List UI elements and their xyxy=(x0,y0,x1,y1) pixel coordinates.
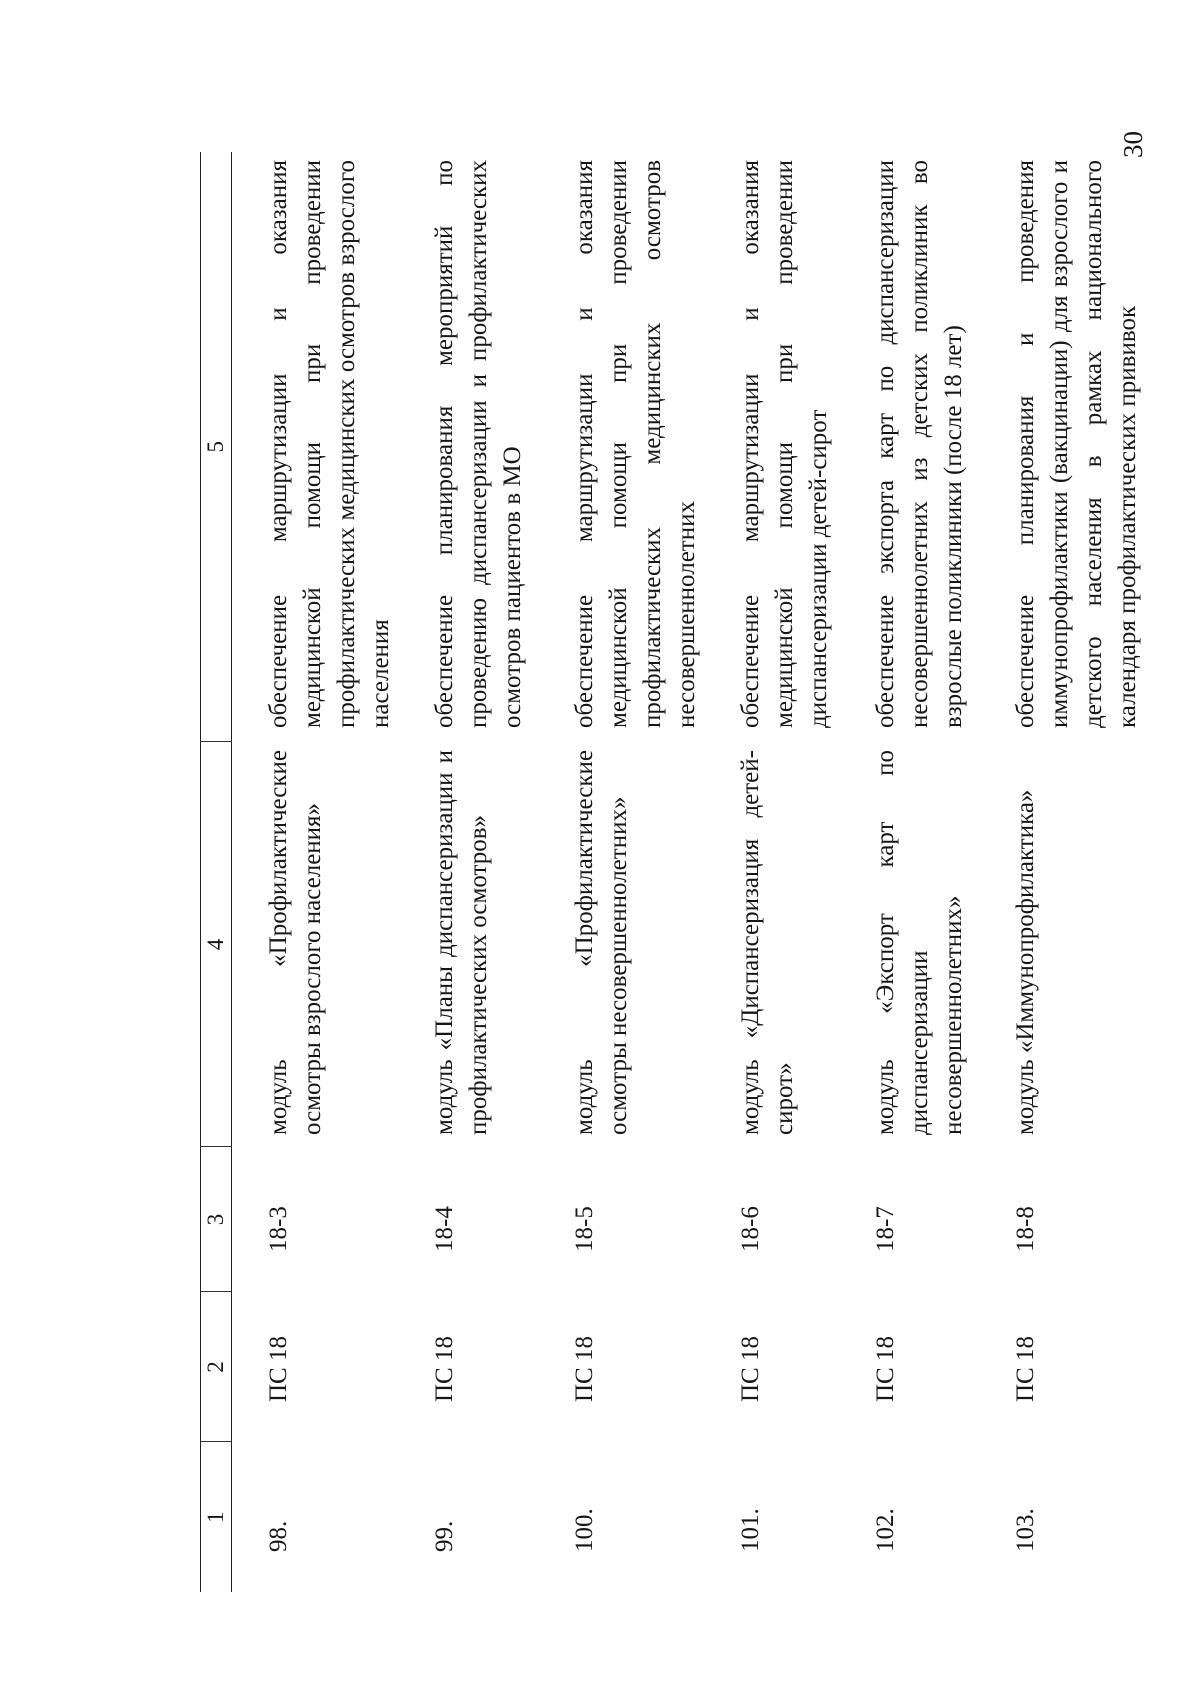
row-subsystem: ПС 18 xyxy=(1012,1336,1039,1402)
row-subsystem: ПС 18 xyxy=(872,1336,899,1402)
row-purpose: обеспечение маршрутизации и оказания медицинской помощи при проведении диспансеризации детей-сирот xyxy=(737,160,832,728)
row-code: 18-7 xyxy=(872,1206,899,1252)
row-code: 18-3 xyxy=(265,1206,292,1252)
row-number: 99. xyxy=(431,1520,458,1552)
row-module: модуль «Профилактические осмотры несовершеннолетних» xyxy=(571,750,632,1135)
table-row xyxy=(839,152,979,1592)
row-code: 18-4 xyxy=(431,1206,458,1252)
header-col-5: 5 xyxy=(201,152,232,742)
row-purpose: обеспечение планирования мероприятий по проведению диспансеризации и профилактических осмотров пациентов в МО xyxy=(431,160,526,728)
systems-table xyxy=(200,152,1145,1592)
row-subsystem: ПС 18 xyxy=(265,1336,292,1402)
row-number: 102. xyxy=(872,1508,899,1552)
table-row xyxy=(232,152,399,1592)
row-code: 18-6 xyxy=(737,1206,764,1252)
table-row xyxy=(538,152,704,1592)
table-body xyxy=(232,152,1146,1592)
header-col-4: 4 xyxy=(201,742,232,1147)
row-module: модуль «Иммунопрофилактика» xyxy=(1012,789,1039,1135)
row-purpose: обеспечение маршрутизации и оказания медицинской помощи при проведении профилактических медицинских осмотров несовершеннолетних xyxy=(571,160,700,728)
row-purpose: обеспечение экспорта карт по диспансеризации несовершеннолетних из детских поликлиник во взрослые поликлиники (после 18 лет) xyxy=(872,160,967,728)
row-number: 100. xyxy=(571,1508,598,1552)
row-subsystem: ПС 18 xyxy=(571,1336,598,1402)
header-col-1: 1 xyxy=(201,1442,232,1592)
table-header xyxy=(201,152,232,1592)
row-subsystem: ПС 18 xyxy=(431,1336,458,1402)
row-module: модуль «Диспансеризация детей-сирот» xyxy=(737,750,798,1135)
row-purpose: обеспечение планирования и проведения иммунопрофилактики (вакцинации) для взрослого и детского населения в рамках национального календаря профилактических прививок xyxy=(1012,160,1141,728)
row-code: 18-5 xyxy=(571,1206,598,1252)
row-number: 98. xyxy=(265,1520,292,1552)
row-subsystem: ПС 18 xyxy=(737,1336,764,1402)
row-code: 18-8 xyxy=(1012,1206,1039,1252)
table-row xyxy=(979,152,1145,1592)
table-row xyxy=(398,152,538,1592)
row-module: модуль «Экспорт карт по диспансеризации несовершеннолетних» xyxy=(872,750,967,1135)
row-purpose: обеспечение маршрутизации и оказания медицинской помощи при проведении профилактических медицинских осмотров взрослого населения xyxy=(265,160,394,728)
rotated-table-area xyxy=(200,152,1141,1592)
table-row xyxy=(704,152,839,1592)
header-col-3: 3 xyxy=(201,1147,232,1292)
row-module: модуль «Профилактические осмотры взрослого населения» xyxy=(265,750,326,1135)
header-col-2: 2 xyxy=(201,1292,232,1442)
row-number: 103. xyxy=(1012,1508,1039,1552)
row-number: 101. xyxy=(737,1508,764,1552)
page-number: 30 xyxy=(1118,131,1148,158)
row-module: модуль «Планы диспансеризации и профилактических осмотров» xyxy=(431,750,492,1135)
